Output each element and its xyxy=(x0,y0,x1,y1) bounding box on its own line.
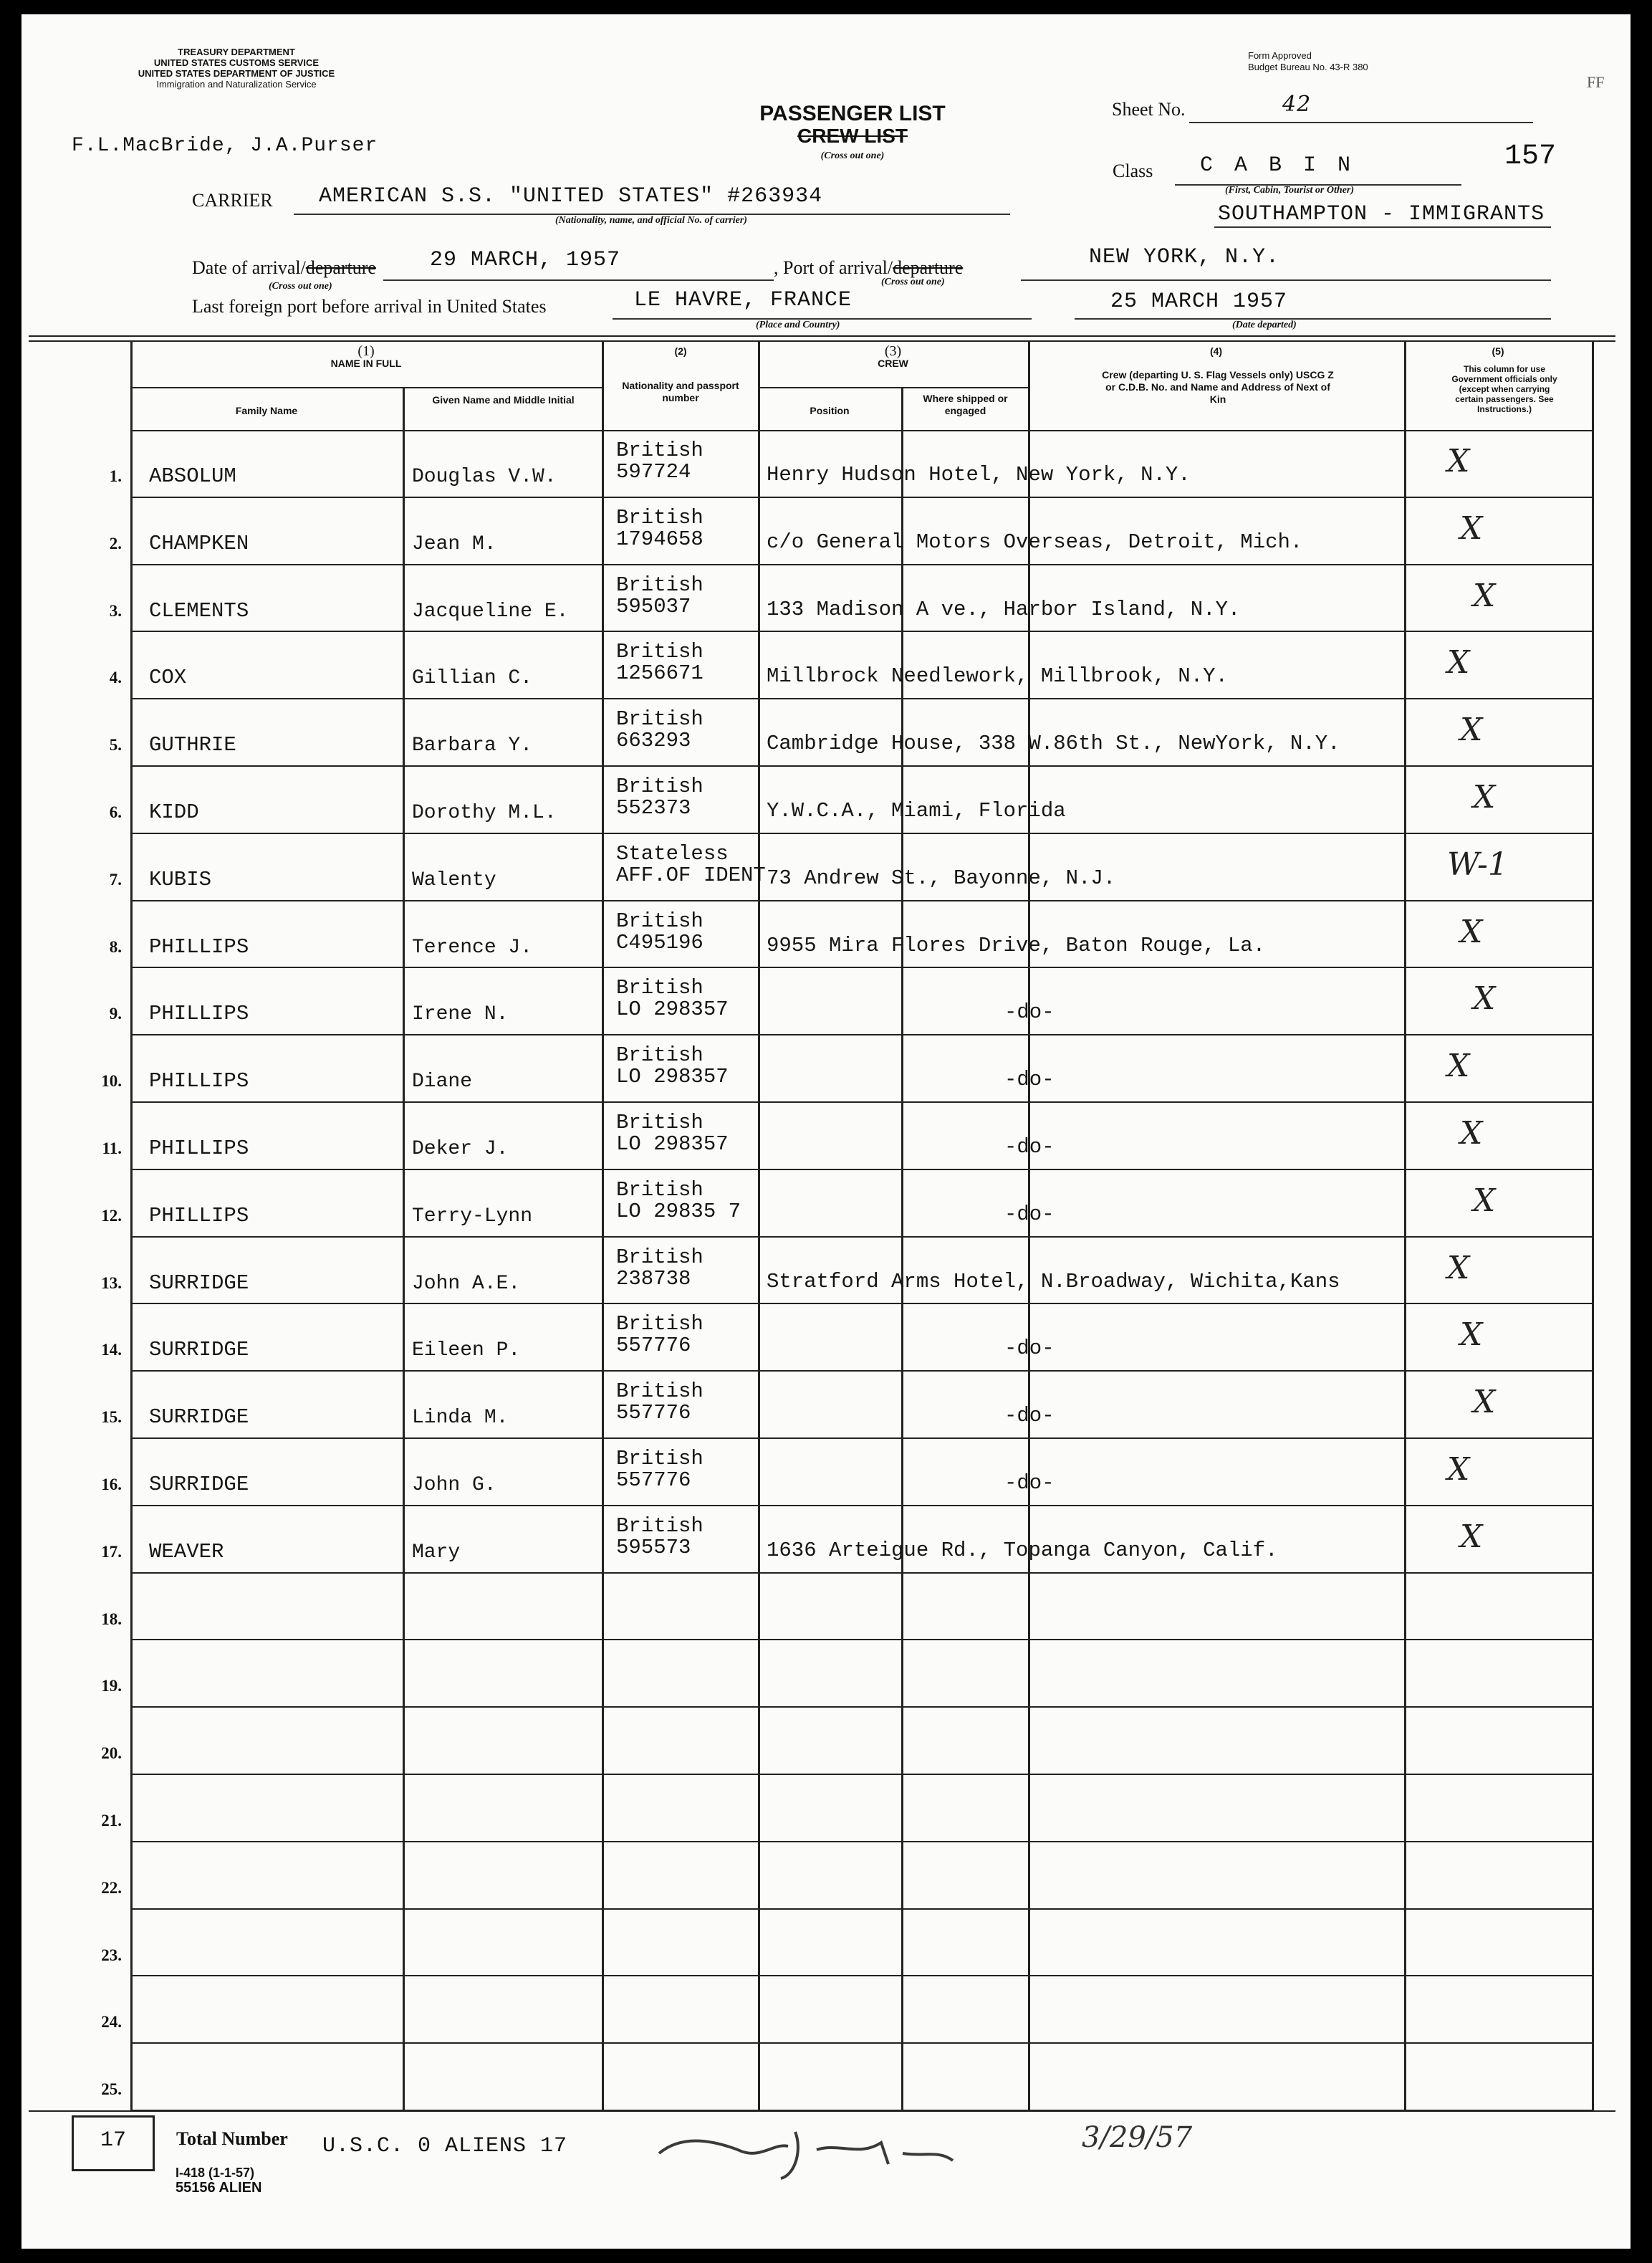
where-shipped-header: Where shipped or engaged xyxy=(923,393,1008,416)
table-row xyxy=(130,900,1592,901)
table-bottom-rule xyxy=(29,2110,1615,2112)
official-mark: X xyxy=(1460,1115,1483,1152)
col-rule-4 xyxy=(758,341,760,2110)
row-number: 25. xyxy=(101,2080,122,2099)
row-number: 19. xyxy=(101,1677,122,1695)
place-hint: (Place and Country) xyxy=(756,320,840,330)
struck-crew-list: CREW LIST xyxy=(797,125,908,147)
address: -do- xyxy=(1004,1000,1055,1025)
table-row xyxy=(130,1034,1592,1035)
col-rule-3 xyxy=(602,341,604,2110)
official-mark: X xyxy=(1460,1518,1483,1555)
nationality: British xyxy=(616,909,703,933)
row-number: 4. xyxy=(109,669,122,687)
row-number: 22. xyxy=(101,1878,122,1897)
form-number: I-418 (1-1-57) xyxy=(176,2166,255,2180)
passport-number: 597724 xyxy=(616,460,691,484)
table-row xyxy=(130,967,1592,968)
table-row xyxy=(130,1572,1592,1574)
form-approved-line: Form Approved xyxy=(1248,50,1312,61)
passenger-list-sheet xyxy=(21,14,1631,2249)
table-row xyxy=(130,1706,1592,1708)
subhdr-rule-3 xyxy=(758,387,1028,388)
nationality: British xyxy=(616,640,703,664)
crew-header: CREW xyxy=(878,358,908,369)
family-name: WEAVER xyxy=(149,1539,224,1564)
family-name: PHILLIPS xyxy=(149,1203,249,1228)
address: -do- xyxy=(1004,1336,1055,1361)
given-name-header: Given Name and Middle Initial xyxy=(432,394,575,406)
date-departed-line xyxy=(1075,318,1551,320)
col-rule-7 xyxy=(1404,341,1406,2110)
nationality: British xyxy=(616,775,703,798)
col1-header xyxy=(130,345,602,370)
crew-next-of-kin-header: Crew (departing U. S. Flag Vessels only) USCG Z or C.D.B. No. and Name and Address of Next of Kin xyxy=(1102,369,1334,405)
official-mark: X xyxy=(1473,577,1496,614)
nationality: British xyxy=(616,1177,703,1202)
date-cross-hint: (Cross out one) xyxy=(269,281,332,292)
nationality: British xyxy=(616,1043,703,1068)
official-mark: X xyxy=(1447,644,1470,681)
nationality: Stateless xyxy=(616,841,729,866)
row-number: 17. xyxy=(101,1542,122,1561)
given-name: Barbara Y. xyxy=(412,735,533,757)
col-rule-5 xyxy=(901,387,903,2110)
address: -do- xyxy=(1004,1068,1055,1092)
table-row xyxy=(130,1101,1592,1103)
given-name: Deker J. xyxy=(412,1138,509,1160)
passport-number: LO 298357 xyxy=(616,1132,729,1156)
col-rule-8 xyxy=(1592,341,1594,2110)
given-name: Dorothy M.L. xyxy=(412,802,557,824)
address: Y.W.C.A., Miami, Florida xyxy=(767,799,1066,823)
official-mark: X xyxy=(1447,1048,1470,1085)
passport-number: 1256671 xyxy=(616,661,703,686)
table-row xyxy=(130,1370,1592,1372)
address: 9955 Mira Flores Drive, Baton Rouge, La. xyxy=(767,933,1266,957)
given-name: Eileen P. xyxy=(412,1339,521,1362)
col3-number: (3) xyxy=(884,343,902,359)
row-number: 15. xyxy=(101,1408,122,1427)
family-name: COX xyxy=(149,666,187,690)
official-use-header: This column for use Government officials only (except when carrying certain passengers. See Instructions.) xyxy=(1451,364,1557,414)
table-row xyxy=(130,497,1592,498)
row-number: 12. xyxy=(101,1206,122,1225)
given-name: Douglas V.W. xyxy=(412,466,557,488)
passport-number: 557776 xyxy=(616,1334,691,1358)
table-row xyxy=(130,765,1592,767)
family-name: PHILLIPS xyxy=(149,1137,249,1160)
date-struck-departure: departure xyxy=(305,257,376,278)
position-header: Position xyxy=(810,405,850,416)
official-mark: W-1 xyxy=(1447,846,1508,883)
passport-number: LO 298357 xyxy=(616,997,729,1022)
passport-number: 557776 xyxy=(616,1401,691,1425)
family-name: SURRIDGE xyxy=(149,1271,249,1295)
date-line xyxy=(383,279,774,281)
form-title: PASSENGER LIST xyxy=(759,102,946,125)
budget-bureau-line: Budget Bureau No. 43-R 380 xyxy=(1248,62,1368,72)
port-struck-departure: departure xyxy=(893,257,964,278)
total-number-label: Total Number xyxy=(176,2128,288,2149)
row-number: 10. xyxy=(101,1072,122,1091)
nationality: British xyxy=(616,505,703,530)
table-row xyxy=(130,1639,1592,1640)
row-number: 20. xyxy=(101,1744,122,1763)
passport-number: C495196 xyxy=(616,930,703,955)
family-name: SURRIDGE xyxy=(149,1473,249,1496)
nationality: British xyxy=(616,439,703,462)
list-number: 157 xyxy=(1504,140,1557,173)
official-mark: X xyxy=(1473,1384,1496,1421)
dept-line-2: UNITED STATES CUSTOMS SERVICE xyxy=(153,57,320,68)
nationality: British xyxy=(616,1513,703,1538)
col-rule-2 xyxy=(403,387,405,2110)
row-number: 13. xyxy=(101,1273,122,1292)
row-number: 21. xyxy=(101,1812,122,1829)
nationality: British xyxy=(616,1312,703,1336)
family-name: CLEMENTS xyxy=(149,598,249,623)
table-row xyxy=(130,1841,1592,1842)
row-number: 23. xyxy=(101,1946,122,1964)
row-number: 9. xyxy=(109,1005,122,1023)
corner-mark: FF xyxy=(1587,73,1605,91)
given-name: Walenty xyxy=(412,869,496,891)
family-name: ABSOLUM xyxy=(149,464,236,488)
address: 73 Andrew St., Bayonne, N.J. xyxy=(767,866,1116,890)
given-name: Jean M. xyxy=(412,532,496,555)
family-name: PHILLIPS xyxy=(149,1069,249,1094)
col4-number: (4) xyxy=(1209,345,1223,357)
nationality: British xyxy=(616,707,703,732)
official-mark: X xyxy=(1447,1451,1470,1488)
date-departed-hint: (Date departed) xyxy=(1232,320,1297,330)
address: c/o General Motors Overseas, Detroit, Mich. xyxy=(767,530,1303,554)
group-line xyxy=(1214,226,1551,228)
date-arrival-label xyxy=(192,257,376,279)
last-port-label: Last foreign port before arrival in United States xyxy=(192,296,547,317)
subhdr-rule-1b xyxy=(130,387,602,388)
row-number: 18. xyxy=(101,1609,122,1628)
given-name: Linda M. xyxy=(412,1407,509,1430)
passport-number: 663293 xyxy=(616,729,691,753)
table-row xyxy=(130,1303,1592,1304)
form-approved xyxy=(1248,50,1368,73)
carrier-hint: (Nationality, name, and official No. of carrier) xyxy=(555,215,747,226)
address: -do- xyxy=(1004,1135,1055,1159)
passport-number: 595037 xyxy=(616,594,691,618)
row-number: 7. xyxy=(109,870,122,889)
address: Stratford Arms Hotel, N.Broadway, Wichita,Kans xyxy=(767,1269,1340,1293)
given-name: Mary xyxy=(412,1541,461,1564)
table-row xyxy=(130,564,1592,565)
table-row xyxy=(130,1437,1592,1439)
port-cross-hint: (Cross out one) xyxy=(881,277,945,287)
passport-number: LO 29835 7 xyxy=(616,1199,741,1223)
table-row xyxy=(130,1236,1592,1238)
col1-number: (1) xyxy=(357,343,375,359)
address: 133 Madison A ve., Harbor Island, N.Y. xyxy=(767,597,1241,621)
nationality: British xyxy=(616,976,703,1000)
family-name: PHILLIPS xyxy=(149,1002,249,1026)
col3-header xyxy=(758,345,1028,370)
totals-typed: U.S.C. 0 ALIENS 17 xyxy=(322,2134,568,2158)
officers: F.L.MacBride, J.A.Purser xyxy=(72,135,378,157)
address: Cambridge House, 338 W.86th St., NewYork, N.Y. xyxy=(767,732,1340,756)
passport-number: 595573 xyxy=(616,1535,691,1559)
table-row xyxy=(130,1505,1592,1506)
signature-date: 3/29/57 xyxy=(1082,2121,1193,2154)
address: Henry Hudson Hotel, New York, N.Y. xyxy=(767,463,1191,487)
table-row xyxy=(130,1908,1592,1910)
table-top-rule-2 xyxy=(29,340,1615,342)
port-label-text: , Port of arrival/ xyxy=(774,257,893,278)
col-rule-1 xyxy=(130,341,133,2110)
passport-number: LO 298357 xyxy=(616,1065,729,1089)
given-name: John A.E. xyxy=(412,1272,521,1295)
passenger-group: SOUTHAMPTON - IMMIGRANTS xyxy=(1218,202,1545,226)
family-name: CHAMPKEN xyxy=(149,531,249,555)
col2-number: (2) xyxy=(674,345,687,357)
date-departed: 25 MARCH 1957 xyxy=(1110,290,1288,314)
passport-number: AFF.OF IDENT xyxy=(616,863,766,887)
nationality: British xyxy=(616,1379,703,1404)
family-name-header: Family Name xyxy=(235,405,298,416)
nationality-header: Nationality and passport number xyxy=(622,380,739,403)
address: Millbrock Needlework, Millbrook, N.Y. xyxy=(767,664,1228,689)
class-hint: (First, Cabin, Tourist or Other) xyxy=(1225,185,1354,196)
col5-number: (5) xyxy=(1492,345,1504,357)
carrier-value: AMERICAN S.S. "UNITED STATES" #263934 xyxy=(319,184,823,209)
passport-number: 238738 xyxy=(616,1266,691,1291)
row-number: 11. xyxy=(102,1139,122,1157)
family-name: KUBIS xyxy=(149,867,212,891)
sheet-number: 42 xyxy=(1282,92,1312,117)
dept-line-4: Immigration and Naturalization Service xyxy=(156,79,317,90)
passport-number: 1794658 xyxy=(616,527,703,551)
nationality: British xyxy=(616,1111,703,1134)
given-name: Diane xyxy=(412,1071,473,1094)
given-name: Terry-Lynn xyxy=(412,1205,533,1228)
official-mark: X xyxy=(1460,1316,1483,1354)
row-number: 16. xyxy=(101,1475,122,1493)
table-top-rule xyxy=(29,335,1615,337)
address: -do- xyxy=(1004,1471,1055,1495)
sheet-line xyxy=(1189,122,1533,123)
signature-scrawl xyxy=(659,2132,953,2178)
nationality: British xyxy=(616,1245,703,1269)
family-name: PHILLIPS xyxy=(149,934,249,959)
nationality: British xyxy=(616,1447,703,1470)
class-label: Class xyxy=(1113,161,1153,181)
official-mark: X xyxy=(1447,1249,1470,1286)
official-mark: X xyxy=(1473,980,1496,1018)
address: 1636 Arteigue Rd., Topanga Canyon, Calif. xyxy=(767,1538,1278,1562)
table-row xyxy=(130,1774,1592,1775)
row-number: 3. xyxy=(109,601,122,620)
class-value: C A B I N xyxy=(1200,153,1355,178)
row-number: 6. xyxy=(109,803,122,821)
department-header xyxy=(86,47,387,90)
official-mark: X xyxy=(1473,1182,1496,1219)
port-value: NEW YORK, N.Y. xyxy=(1089,245,1280,269)
given-name: Gillian C. xyxy=(412,667,533,690)
row-number: 24. xyxy=(101,2013,122,2032)
table-row xyxy=(130,2042,1592,2044)
date-value: 29 MARCH, 1957 xyxy=(430,248,621,272)
row-number: 8. xyxy=(109,937,122,956)
dept-line-3: UNITED STATES DEPARTMENT OF JUSTICE xyxy=(138,68,335,79)
given-name: Jacqueline E. xyxy=(412,600,569,623)
alien-number: 55156 ALIEN xyxy=(176,2180,262,2196)
address: -do- xyxy=(1004,1404,1055,1428)
table-row xyxy=(130,698,1592,699)
row-number: 5. xyxy=(109,736,122,755)
address: -do- xyxy=(1004,1202,1055,1226)
last-port-value: LE HAVRE, FRANCE xyxy=(634,288,853,312)
table-row xyxy=(130,631,1592,632)
official-mark: X xyxy=(1460,913,1483,950)
passport-number: 557776 xyxy=(616,1468,691,1492)
table-row xyxy=(130,1169,1592,1170)
official-mark: X xyxy=(1460,509,1483,547)
total-box-value: 17 xyxy=(100,2128,126,2153)
port-line xyxy=(1021,279,1551,281)
date-label-text: Date of arrival/ xyxy=(192,257,306,278)
nationality: British xyxy=(616,573,703,597)
official-mark: X xyxy=(1460,712,1483,749)
family-name: SURRIDGE xyxy=(149,1405,249,1430)
table-row xyxy=(130,833,1592,834)
row-number: 14. xyxy=(101,1341,122,1359)
carrier-label: CARRIER xyxy=(192,190,273,211)
sheet-label: Sheet No. xyxy=(1112,99,1186,120)
col1-title: NAME IN FULL xyxy=(330,358,402,369)
family-name: KIDD xyxy=(149,800,199,824)
given-name: Irene N. xyxy=(412,1003,509,1026)
row-number: 2. xyxy=(109,534,122,552)
header-bottom-rule xyxy=(130,430,1592,431)
port-arrival-label xyxy=(774,257,963,279)
family-name: SURRIDGE xyxy=(149,1338,249,1362)
passport-number: 552373 xyxy=(616,796,691,820)
given-name: Terence J. xyxy=(412,936,533,959)
table-row xyxy=(130,1975,1592,1976)
dept-line-1: TREASURY DEPARTMENT xyxy=(178,47,295,57)
official-mark: X xyxy=(1447,443,1470,479)
row-number: 1. xyxy=(109,467,122,485)
cross-out-hint: (Cross out one) xyxy=(820,150,885,161)
official-mark: X xyxy=(1473,779,1496,815)
given-name: John G. xyxy=(412,1474,496,1496)
family-name: GUTHRIE xyxy=(149,733,236,757)
